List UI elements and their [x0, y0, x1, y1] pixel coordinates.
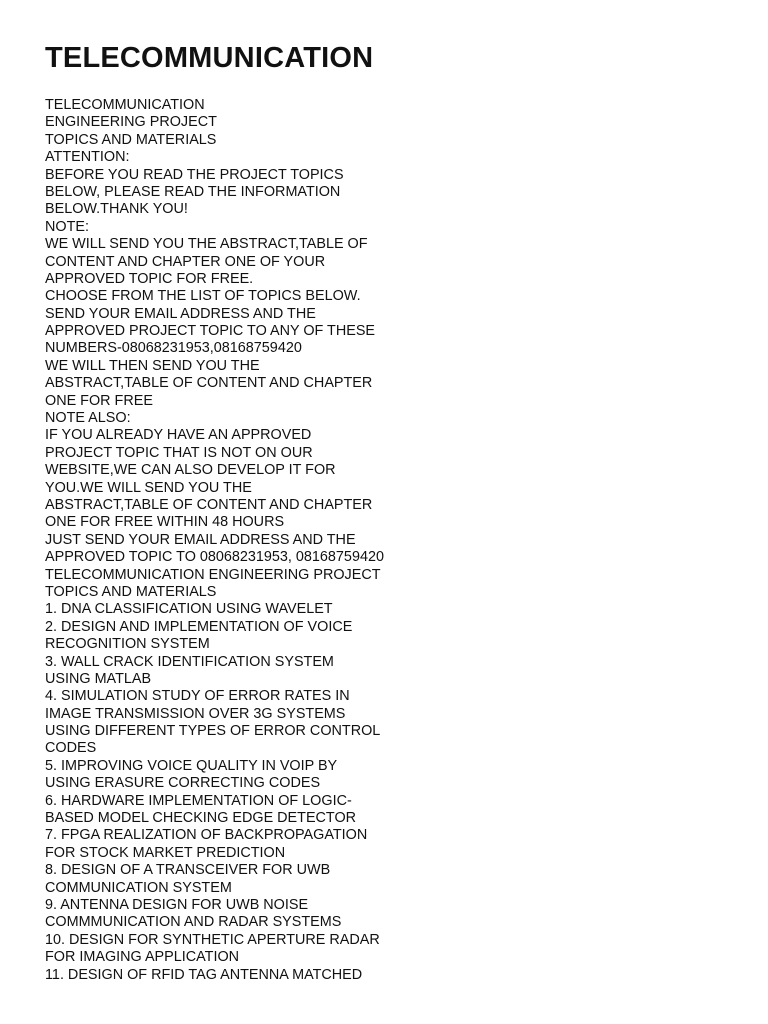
document-text-line: 10. DESIGN FOR SYNTHETIC APERTURE RADAR [45, 931, 380, 948]
document-text-line: FOR STOCK MARKET PREDICTION [45, 844, 286, 861]
document-text-line: ENGINEERING PROJECT [45, 114, 217, 131]
document-text-line: ABSTRACT,TABLE OF CONTENT AND CHAPTER [45, 496, 373, 513]
document-text-line: YOU.WE WILL SEND YOU THE [45, 479, 252, 496]
document-text-line: APPROVED PROJECT TOPIC TO ANY OF THESE [45, 323, 376, 340]
document-text-line: TELECOMMUNICATION [45, 97, 205, 113]
page-title: TELECOMMUNICATION [45, 42, 374, 74]
document-text-line: 6. HARDWARE IMPLEMENTATION OF LOGIC- [45, 792, 352, 809]
document-text-line: NOTE: [45, 218, 89, 235]
document-text-line: WE WILL SEND YOU THE ABSTRACT,TABLE OF [45, 236, 368, 253]
document-text-line: PROJECT TOPIC THAT IS NOT ON OUR [45, 444, 313, 461]
document-text-line: ATTENTION: [45, 149, 130, 166]
document-text-line: TOPICS AND MATERIALS [45, 131, 217, 148]
document-text-line: 2. DESIGN AND IMPLEMENTATION OF VOICE [45, 618, 353, 635]
document-text-line: 5. IMPROVING VOICE QUALITY IN VOIP BY [45, 757, 338, 774]
document-text-line: BELOW, PLEASE READ THE INFORMATION [45, 183, 341, 200]
document-text-line: BEFORE YOU READ THE PROJECT TOPICS [45, 166, 344, 183]
document-text-line: SEND YOUR EMAIL ADDRESS AND THE [45, 305, 316, 322]
document-text-line: APPROVED TOPIC TO 08068231953, 08168759420 [45, 549, 384, 566]
document-text-line: BASED MODEL CHECKING EDGE DETECTOR [45, 810, 357, 827]
document-text-line: COMMUNICATION SYSTEM [45, 879, 232, 896]
document-text-line: USING MATLAB [45, 670, 152, 687]
document-text-line: CONTENT AND CHAPTER ONE OF YOUR [45, 253, 326, 270]
document-text-line: USING DIFFERENT TYPES OF ERROR CONTROL [45, 723, 381, 740]
document-text-line: CHOOSE FROM THE LIST OF TOPICS BELOW. [45, 288, 361, 305]
document-text-line: JUST SEND YOUR EMAIL ADDRESS AND THE [45, 531, 356, 548]
document-text-line: CODES [45, 740, 97, 757]
document-text-line: IMAGE TRANSMISSION OVER 3G SYSTEMS [45, 705, 346, 722]
document-text-line: ONE FOR FREE WITHIN 48 HOURS [45, 514, 285, 531]
document-text-line: WEBSITE,WE CAN ALSO DEVELOP IT FOR [45, 462, 336, 479]
document-text-line: ABSTRACT,TABLE OF CONTENT AND CHAPTER [45, 375, 373, 392]
document-text-line: 1. DNA CLASSIFICATION USING WAVELET [45, 601, 333, 618]
document-text-line: TELECOMMUNICATION ENGINEERING PROJECT [45, 566, 381, 583]
document-page [45, 0, 745, 984]
document-text-line: ONE FOR FREE [45, 392, 153, 409]
document-text-line: 7. FPGA REALIZATION OF BACKPROPAGATION [45, 827, 368, 844]
document-text-line: FOR IMAGING APPLICATION [45, 949, 240, 966]
document-text-line: WE WILL THEN SEND YOU THE [45, 357, 260, 374]
document-text-line: TOPICS AND MATERIALS [45, 583, 217, 600]
document-text-line: COMMMUNICATION AND RADAR SYSTEMS [45, 914, 342, 931]
document-text-line: RECOGNITION SYSTEM [45, 636, 210, 653]
document-text-line: BELOW.THANK YOU! [45, 201, 188, 218]
document-body [45, 97, 745, 984]
document-text-line: USING ERASURE CORRECTING CODES [45, 775, 321, 792]
document-text-line: 8. DESIGN OF A TRANSCEIVER FOR UWB [45, 862, 331, 879]
document-text-line: 4. SIMULATION STUDY OF ERROR RATES IN [45, 688, 350, 705]
document-text-line: 11. DESIGN OF RFID TAG ANTENNA MATCHED [45, 966, 363, 983]
document-text-line: IF YOU ALREADY HAVE AN APPROVED [45, 427, 312, 444]
document-text-line: APPROVED TOPIC FOR FREE. [45, 270, 254, 287]
document-text-line: NUMBERS-08068231953,08168759420 [45, 340, 302, 357]
document-text-line: 3. WALL CRACK IDENTIFICATION SYSTEM [45, 653, 334, 670]
document-text-line: 9. ANTENNA DESIGN FOR UWB NOISE [45, 896, 309, 913]
document-text-line: NOTE ALSO: [45, 410, 131, 427]
